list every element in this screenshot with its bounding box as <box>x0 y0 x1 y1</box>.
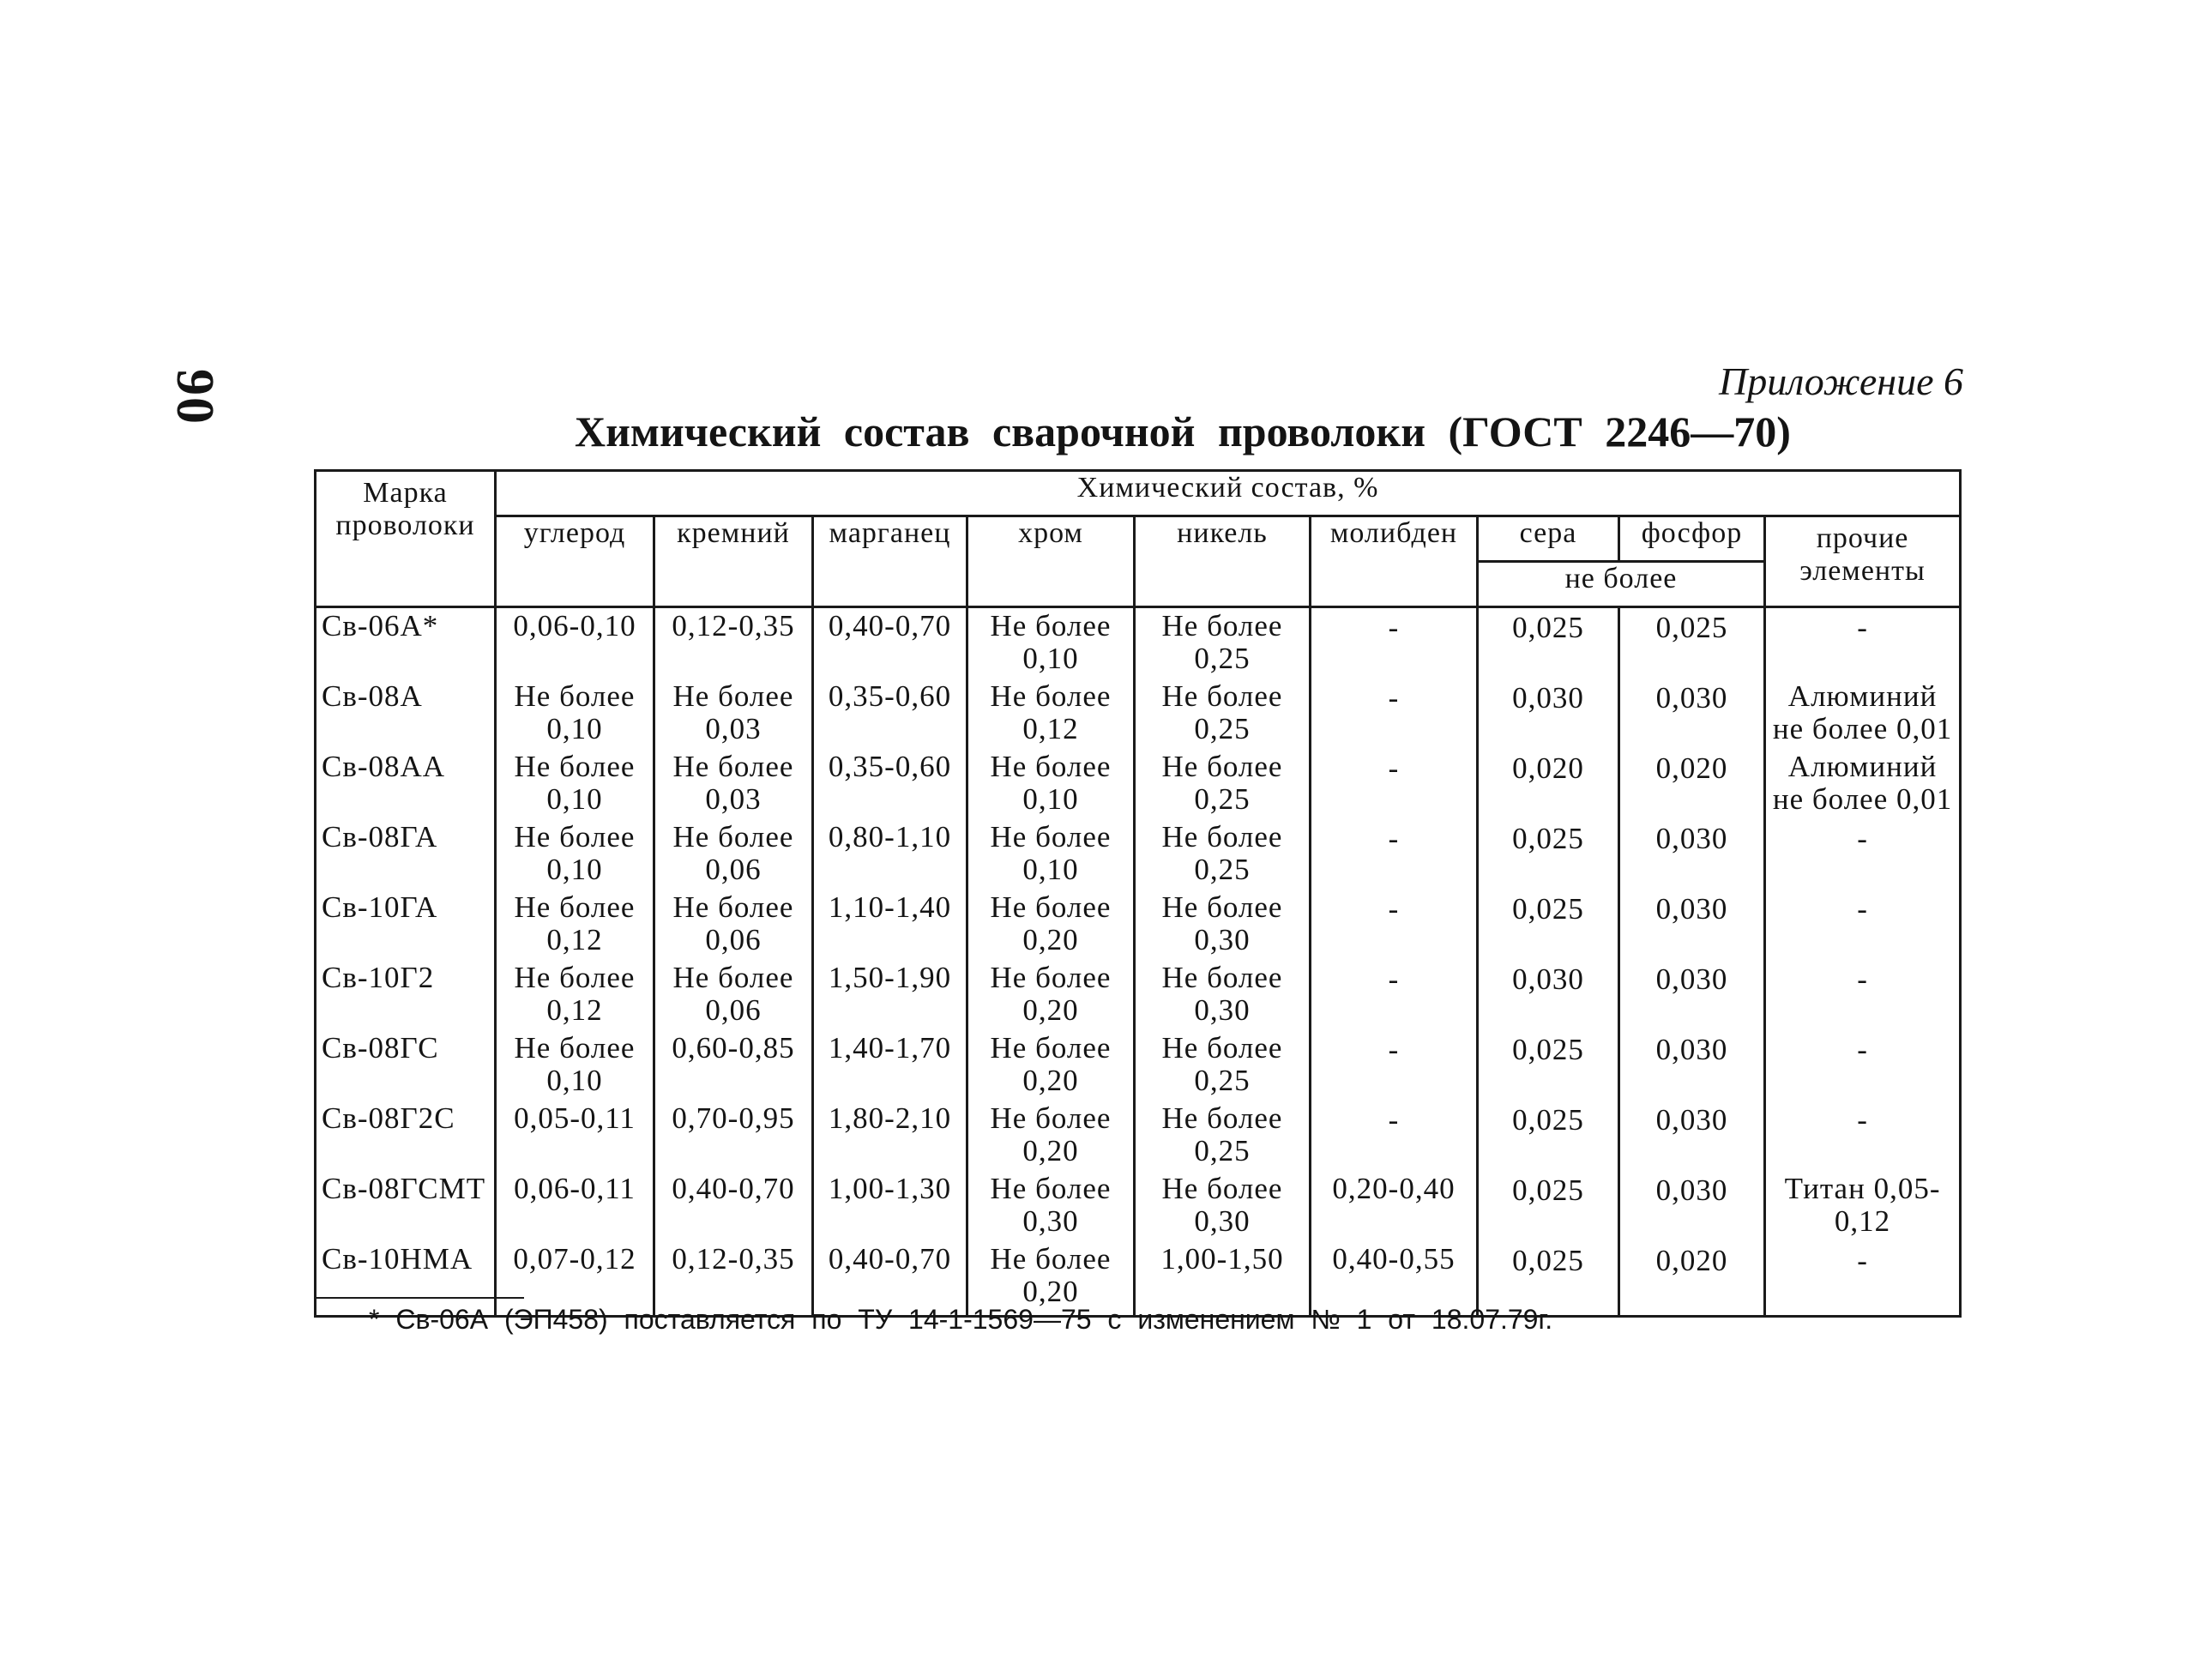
cell-other: - <box>1765 1241 1961 1317</box>
cell-chromium: Не более 0,20 <box>967 1030 1135 1101</box>
cell-molybdenum: - <box>1311 1030 1478 1101</box>
cell-molybdenum: 0,20-0,40 <box>1311 1171 1478 1241</box>
cell-carbon: Не более 0,10 <box>496 679 654 749</box>
cell-molybdenum: - <box>1311 679 1478 749</box>
cell-nickel: 1,00-1,50 <box>1135 1241 1311 1317</box>
cell-phosphorus: 0,030 <box>1619 679 1765 749</box>
cell-carbon: 0,06-0,10 <box>496 607 654 679</box>
cell-manganese: 0,80-1,10 <box>813 819 967 890</box>
cell-sulfur: 0,025 <box>1478 607 1619 679</box>
table-row <box>316 1030 1961 1101</box>
header-sulfur: сера <box>1478 516 1619 562</box>
cell-other: - <box>1765 890 1961 960</box>
cell-manganese: 0,40-0,70 <box>813 1241 967 1317</box>
cell-phosphorus: 0,030 <box>1619 960 1765 1030</box>
cell-nickel: Не более 0,30 <box>1135 1171 1311 1241</box>
table-row <box>316 679 1961 749</box>
cell-silicon: Не более 0,03 <box>654 679 813 749</box>
header-molybdenum: молибден <box>1311 516 1478 607</box>
cell-manganese: 1,50-1,90 <box>813 960 967 1030</box>
composition-table <box>314 469 1962 1318</box>
header-silicon: кремний <box>654 516 813 607</box>
cell-other: - <box>1765 607 1961 679</box>
cell-nickel: Не более 0,25 <box>1135 1030 1311 1101</box>
cell-phosphorus: 0,030 <box>1619 890 1765 960</box>
cell-brand: Св-08Г2С <box>316 1101 496 1171</box>
cell-silicon: Не более 0,03 <box>654 749 813 819</box>
footnote: * Св-06А (ЭП458) поставляется по ТУ 14-1-1569—75 с изменением № 1 от 18.07.79г. <box>369 1304 1553 1335</box>
cell-phosphorus: 0,030 <box>1619 1171 1765 1241</box>
cell-molybdenum: - <box>1311 960 1478 1030</box>
table-row <box>316 819 1961 890</box>
cell-brand: Св-08АА <box>316 749 496 819</box>
cell-chromium: Не более 0,12 <box>967 679 1135 749</box>
header-nickel: никель <box>1135 516 1311 607</box>
cell-carbon: Не более 0,12 <box>496 890 654 960</box>
cell-brand: Св-08ГС <box>316 1030 496 1101</box>
header-not-more: не более <box>1478 562 1765 607</box>
cell-sulfur: 0,025 <box>1478 819 1619 890</box>
cell-molybdenum: - <box>1311 749 1478 819</box>
cell-phosphorus: 0,020 <box>1619 749 1765 819</box>
cell-manganese: 1,80-2,10 <box>813 1101 967 1171</box>
cell-phosphorus: 0,030 <box>1619 1030 1765 1101</box>
cell-carbon: Не более 0,10 <box>496 749 654 819</box>
table-body <box>316 607 1961 1317</box>
cell-other: Алюминий не более 0,01 <box>1765 749 1961 819</box>
cell-nickel: Не более 0,25 <box>1135 679 1311 749</box>
header-carbon: углерод <box>496 516 654 607</box>
cell-chromium: Не более 0,20 <box>967 1101 1135 1171</box>
cell-sulfur: 0,025 <box>1478 890 1619 960</box>
cell-silicon: 0,40-0,70 <box>654 1171 813 1241</box>
cell-sulfur: 0,025 <box>1478 1171 1619 1241</box>
cell-nickel: Не более 0,25 <box>1135 1101 1311 1171</box>
cell-manganese: 1,10-1,40 <box>813 890 967 960</box>
cell-chromium: Не более 0,10 <box>967 749 1135 819</box>
table-row <box>316 960 1961 1030</box>
cell-other: - <box>1765 819 1961 890</box>
cell-manganese: 0,35-0,60 <box>813 679 967 749</box>
cell-silicon: 0,60-0,85 <box>654 1030 813 1101</box>
cell-phosphorus: 0,025 <box>1619 607 1765 679</box>
cell-molybdenum: - <box>1311 607 1478 679</box>
footnote-rule <box>314 1297 524 1299</box>
cell-carbon: 0,06-0,11 <box>496 1171 654 1241</box>
cell-sulfur: 0,030 <box>1478 679 1619 749</box>
cell-silicon: 0,70-0,95 <box>654 1101 813 1171</box>
appendix-label: Приложение 6 <box>1718 359 1963 403</box>
cell-brand: Св-10НМА <box>316 1241 496 1317</box>
cell-manganese: 1,00-1,30 <box>813 1171 967 1241</box>
cell-brand: Св-10ГА <box>316 890 496 960</box>
cell-brand: Св-06А* <box>316 607 496 679</box>
cell-brand: Св-08ГА <box>316 819 496 890</box>
cell-manganese: 0,40-0,70 <box>813 607 967 679</box>
cell-manganese: 0,35-0,60 <box>813 749 967 819</box>
cell-other: Алюминий не более 0,01 <box>1765 679 1961 749</box>
cell-silicon: Не более 0,06 <box>654 960 813 1030</box>
cell-nickel: Не более 0,25 <box>1135 819 1311 890</box>
cell-molybdenum: - <box>1311 890 1478 960</box>
cell-phosphorus: 0,030 <box>1619 1101 1765 1171</box>
table-row <box>316 749 1961 819</box>
table-row <box>316 1171 1961 1241</box>
cell-phosphorus: 0,020 <box>1619 1241 1765 1317</box>
cell-nickel: Не более 0,30 <box>1135 960 1311 1030</box>
cell-other: Титан 0,05-0,12 <box>1765 1171 1961 1241</box>
cell-other: - <box>1765 960 1961 1030</box>
cell-nickel: Не более 0,25 <box>1135 749 1311 819</box>
cell-brand: Св-08ГСМТ <box>316 1171 496 1241</box>
cell-chromium: Не более 0,20 <box>967 1241 1135 1317</box>
cell-phosphorus: 0,030 <box>1619 819 1765 890</box>
table-header <box>316 471 1961 607</box>
cell-molybdenum: - <box>1311 1101 1478 1171</box>
cell-molybdenum: - <box>1311 819 1478 890</box>
cell-silicon: Не более 0,06 <box>654 890 813 960</box>
header-phosphorus: фосфор <box>1619 516 1765 562</box>
cell-carbon: 0,05-0,11 <box>496 1101 654 1171</box>
cell-brand: Св-08А <box>316 679 496 749</box>
cell-other: - <box>1765 1101 1961 1171</box>
cell-chromium: Не более 0,30 <box>967 1171 1135 1241</box>
header-composition: Химический состав, % <box>496 471 1961 516</box>
cell-carbon: 0,07-0,12 <box>496 1241 654 1317</box>
table-row <box>316 890 1961 960</box>
cell-manganese: 1,40-1,70 <box>813 1030 967 1101</box>
cell-silicon: 0,12-0,35 <box>654 607 813 679</box>
table-row <box>316 607 1961 679</box>
cell-carbon: Не более 0,10 <box>496 819 654 890</box>
cell-chromium: Не более 0,20 <box>967 960 1135 1030</box>
cell-carbon: Не более 0,12 <box>496 960 654 1030</box>
cell-chromium: Не более 0,20 <box>967 890 1135 960</box>
cell-sulfur: 0,025 <box>1478 1101 1619 1171</box>
cell-chromium: Не более 0,10 <box>967 819 1135 890</box>
table-row <box>316 1101 1961 1171</box>
cell-other: - <box>1765 1030 1961 1101</box>
cell-brand: Св-10Г2 <box>316 960 496 1030</box>
cell-nickel: Не более 0,25 <box>1135 607 1311 679</box>
header-chromium: хром <box>967 516 1135 607</box>
cell-sulfur: 0,025 <box>1478 1030 1619 1101</box>
cell-sulfur: 0,025 <box>1478 1241 1619 1317</box>
document-title: Химический состав сварочной проволоки (ГОСТ 2246—70) <box>575 407 1791 455</box>
cell-nickel: Не более 0,30 <box>1135 890 1311 960</box>
page-number: 90 <box>166 369 224 425</box>
cell-molybdenum: 0,40-0,55 <box>1311 1241 1478 1317</box>
cell-silicon: Не более 0,06 <box>654 819 813 890</box>
cell-silicon: 0,12-0,35 <box>654 1241 813 1317</box>
cell-chromium: Не более 0,10 <box>967 607 1135 679</box>
header-manganese: марганец <box>813 516 967 607</box>
cell-carbon: Не более 0,10 <box>496 1030 654 1101</box>
cell-sulfur: 0,020 <box>1478 749 1619 819</box>
cell-sulfur: 0,030 <box>1478 960 1619 1030</box>
header-other-elements: прочие элементы <box>1765 516 1961 607</box>
header-brand: Марка проволоки <box>316 471 496 607</box>
